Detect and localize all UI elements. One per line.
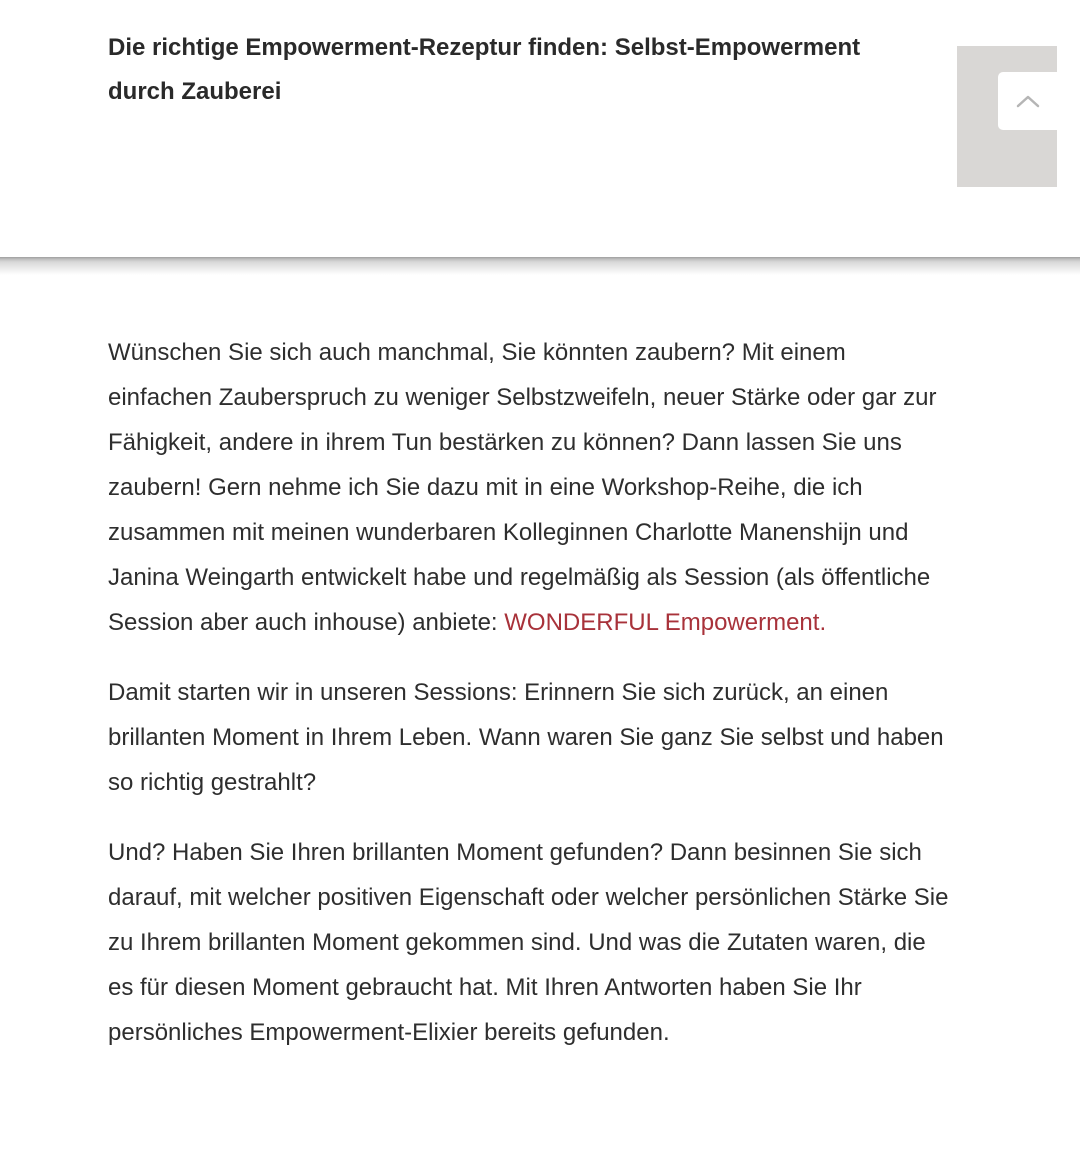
page-header	[0, 0, 1080, 258]
article-paragraph-3: Und? Haben Sie Ihren brillanten Moment gefunden? Dann besinnen Sie sich darauf, mit welcher positiven Eigenschaft oder welcher persönlichen Stärke Sie zu Ihrem brillanten Moment gekommen sind. Und was die Zutaten waren, die es für diesen Moment gebraucht hat. Mit Ihren Antworten haben Sie Ihr persönliches Empowerment-Elixier bereits gefunden.	[108, 839, 949, 1046]
chevron-up-icon	[1015, 93, 1041, 109]
wonderful-empowerment-link[interactable]: WONDERFUL Empowerment	[504, 609, 820, 636]
article-paragraph-1	[108, 330, 953, 645]
paragraph-1-text: Wünschen Sie sich auch manchmal, Sie könnten zaubern? Mit einem einfachen Zauberspruch zu weniger Selbstzweifeln, neuer Stärke oder gar zur Fähigkeit, andere in ihrem Tun bestärken zu können? Dann lassen Sie uns zaubern! Gern nehme ich Sie dazu mit in eine Workshop-Reihe, die ich zusammen mit meinen wunderbaren Kolleginnen Charlotte Manenshijn und Janina Weingarth entwickelt habe und regelmäßig als Session (als öffentliche Session aber auch inhouse) anbiete:	[108, 339, 937, 636]
page-title: Die richtige Empowerment-Rezeptur finden: Selbst-Empowerment durch Zauberei	[108, 34, 861, 105]
scroll-to-top-button[interactable]	[998, 72, 1057, 130]
article-paragraph-2: Damit starten wir in unseren Sessions: Erinnern Sie sich zurück, an einen brillanten Moment in Ihrem Leben. Wann waren Sie ganz Sie selbst und haben so richtig gestrahlt?	[108, 679, 944, 796]
scroll-top-panel	[957, 46, 1057, 187]
paragraph-1-suffix: .	[819, 609, 827, 636]
header-divider	[0, 257, 1080, 275]
article-body	[108, 330, 953, 1080]
